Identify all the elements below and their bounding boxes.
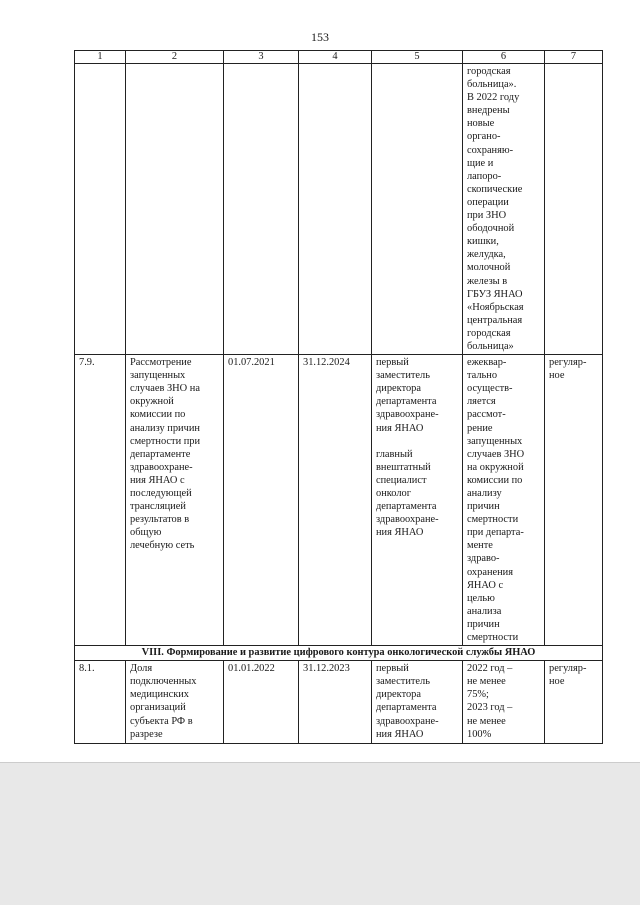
cell-number	[75, 64, 126, 355]
cell-result: городская больница». В 2022 году внедрены новые органо- сохраняю- щие и лапоро- скопические операции при ЗНО ободочной кишки, желудка, молочной железы в ГБУЗ ЯНАО «Ноябрьская центральная городская больница»	[463, 64, 545, 355]
section-header-row	[75, 646, 603, 661]
cell-end-date: 31.12.2023	[299, 661, 372, 744]
page-number: 153	[311, 30, 329, 44]
cell-responsible	[372, 64, 463, 355]
cell-responsible: первый заместитель директора департамента здравоохране- ния ЯНАО	[372, 661, 463, 744]
column-header: 3	[224, 51, 299, 64]
cell-start-date: 01.01.2022	[224, 661, 299, 744]
table-row-8-1	[75, 661, 603, 744]
cell-result: 2022 год – не менее 75%; 2023 год – не менее 100%	[463, 661, 545, 744]
table-row-continuation	[75, 64, 603, 355]
section-title: VIII. Формирование и развитие цифрового контура онкологической службы ЯНАО	[75, 646, 603, 661]
column-header: 5	[372, 51, 463, 64]
cell-activity	[126, 64, 224, 355]
cell-end-date	[299, 64, 372, 355]
cell-activity: Рассмотрение запущенных случаев ЗНО на окружной комиссии по анализу причин смертности при департаменте здравоохране- ния ЯНАО с последующей трансляцией результатов в общую лечебную сеть	[126, 355, 224, 646]
cell-responsible: первый заместитель директора департамента здравоохране- ния ЯНАО главный внештатный специалист онколог департамента здравоохране- ния ЯНАО	[372, 355, 463, 646]
column-header: 4	[299, 51, 372, 64]
cell-start-date: 01.07.2021	[224, 355, 299, 646]
cell-number: 7.9.	[75, 355, 126, 646]
cell-type: регуляр- ное	[545, 661, 603, 744]
plan-table	[74, 50, 603, 744]
cell-type: регуляр- ное	[545, 355, 603, 646]
cell-end-date: 31.12.2024	[299, 355, 372, 646]
cell-number: 8.1.	[75, 661, 126, 744]
cell-result: ежеквар- тально осуществ- ляется рассмот- рение запущенных случаев ЗНО на окружной комиссии по анализу причин смертности при департа- менте здраво- охранения ЯНАО с целью анализа причин смертности	[463, 355, 545, 646]
column-header: 7	[545, 51, 603, 64]
cell-type	[545, 64, 603, 355]
column-number-row	[75, 51, 603, 64]
cell-start-date	[224, 64, 299, 355]
cell-activity: Доля подключенных медицинских организаций субъекта РФ в разрезе	[126, 661, 224, 744]
column-header: 1	[75, 51, 126, 64]
column-header: 2	[126, 51, 224, 64]
column-header: 6	[463, 51, 545, 64]
table-row-7-9	[75, 355, 603, 646]
